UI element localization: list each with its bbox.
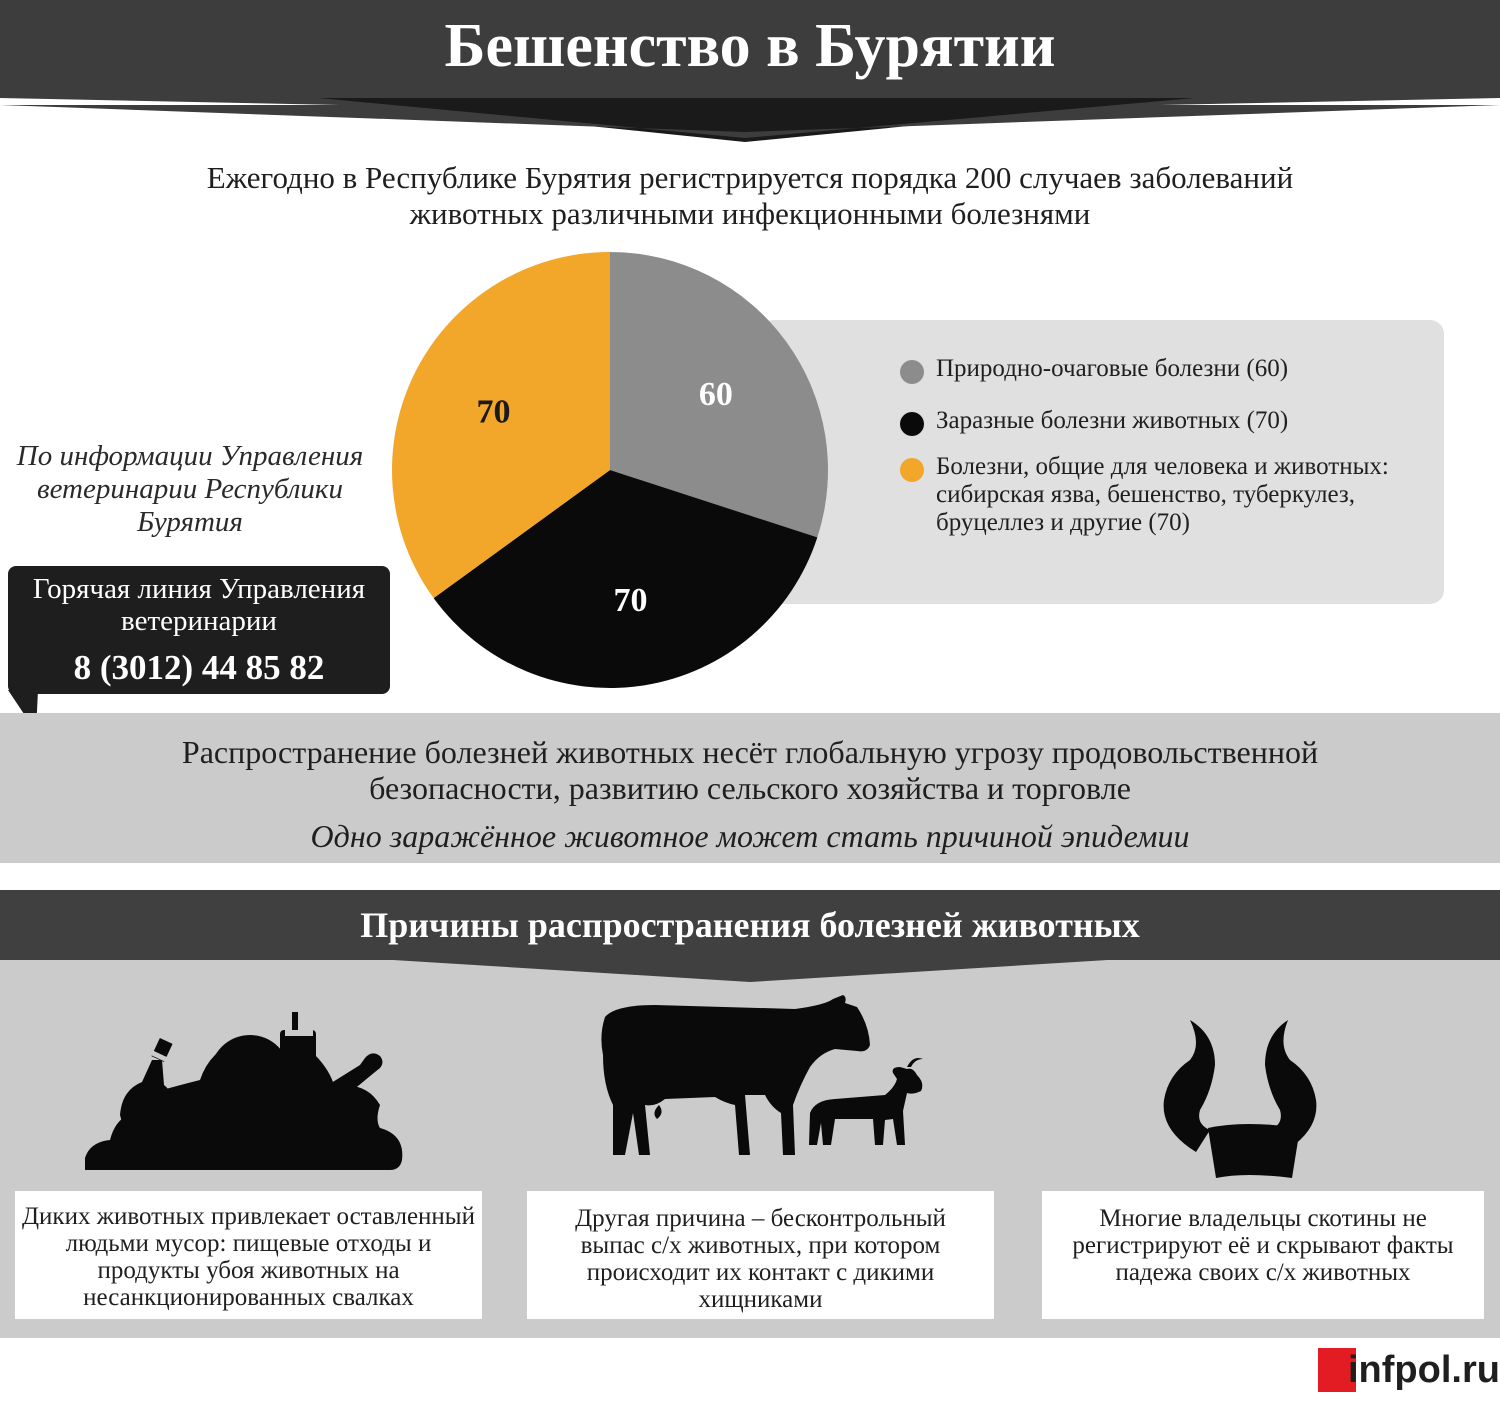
legend-swatch-black: [900, 412, 924, 436]
cause-card-grazing: [527, 1191, 994, 1319]
cause-text: Диких животных привлекает оставленный людьми мусор: пищевые отходы и продукты убоя животных на несанкционированных свалках: [22, 1203, 475, 1311]
legend-panel: [760, 320, 1444, 604]
header-chevron: [0, 98, 1500, 144]
causes-title: Причины распространения болезней животных: [360, 905, 1140, 945]
legend-swatch-gray: [900, 360, 924, 384]
epidemic-text: Одно заражённое животное может стать причиной эпидемии: [310, 818, 1190, 854]
intro-text: Ежегодно в Республике Бурятия регистрируется порядка 200 случаев заболеваний животных различными инфекционными болезнями: [206, 160, 1294, 231]
cause-text: Многие владельцы скотины не регистрируют её и скрывают факты падежа своих с/х животных: [1072, 1205, 1454, 1286]
slice-label-contagious: 70: [613, 582, 648, 620]
cause-card-unregistered: [1042, 1191, 1484, 1319]
causes-chevron: [0, 958, 1500, 984]
cause-card-garbage: [15, 1191, 482, 1319]
logo-text: infpol.ru: [1348, 1349, 1500, 1391]
page-title: Бешенство в Бурятии: [444, 12, 1056, 80]
slice-label-natural-focal: 60: [698, 376, 733, 414]
threat-text: Распространение болезней животных несёт глобальную угрозу продовольственной безопасности, развитию сельского хозяйства и торговле: [181, 734, 1319, 806]
horns-icon: [1160, 1020, 1320, 1180]
legend-item: [900, 453, 1406, 537]
pie-chart: [390, 252, 830, 692]
source-note: По информации Управления ветеринарии Республики Бурятия: [16, 440, 364, 538]
cause-text: Другая причина – бесконтрольный выпас с/х животных, при котором происходит их контакт с дикими хищниками: [575, 1205, 946, 1313]
hotline-phone[interactable]: 8 (3012) 44 85 82: [73, 648, 325, 687]
legend-label: Природно-очаговые болезни (60): [936, 355, 1289, 382]
legend-swatch-orange: [900, 458, 924, 482]
legend-item: [900, 407, 1406, 436]
cow-goat-icon: [595, 995, 930, 1180]
infpol-logo[interactable]: [1318, 1348, 1500, 1392]
slice-label-zoonotic: 70: [476, 393, 511, 431]
legend-label: Болезни, общие для человека и животных: сибирская язва, бешенство, туберкулез, бруцеллез и другие (70): [936, 453, 1389, 536]
legend-label: Заразные болезни животных (70): [936, 407, 1289, 434]
hotline-title: Горячая линия Управления ветеринарии: [32, 573, 366, 637]
garbage-pile-icon: [80, 1010, 410, 1175]
legend-item: [900, 355, 1406, 384]
